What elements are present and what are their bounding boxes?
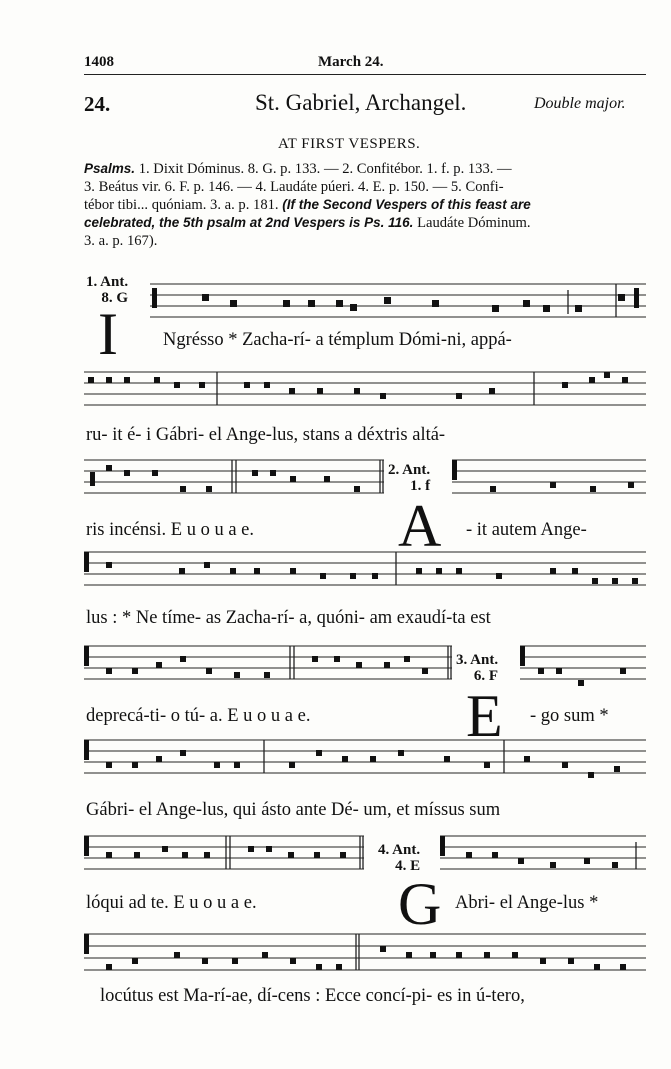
antiphon-2-lyric-2: lus : * Ne tíme- as Zacha-rí- a, quóni- am exaudí-ta est	[86, 608, 491, 628]
antiphon-1-label-number: 1. Ant.	[86, 274, 129, 290]
staff-lines	[84, 832, 364, 878]
antiphon-4-staff-2	[84, 924, 646, 970]
antiphon-3-staff-3	[84, 832, 364, 878]
antiphon-3-initial: E	[466, 683, 503, 749]
staff-lines	[150, 280, 646, 326]
antiphon-4-lyric-2: locútus est Ma-rí-ae, dí-cens : Ecce concí-pi- es in ú-tero,	[100, 986, 525, 1006]
staff-lines	[84, 368, 646, 414]
rubric-text-3b: (If the Second Vespers of this feast are	[282, 197, 531, 212]
rubric-line-3	[84, 196, 652, 214]
rubric-line-2	[84, 178, 652, 196]
staff-lines	[84, 548, 646, 594]
antiphon-1-lyric-3: ris incénsi. E u o u a e.	[86, 520, 254, 540]
antiphon-1-staff-3	[84, 456, 384, 502]
staff-lines	[520, 642, 646, 688]
antiphon-2-lyric-1: - it autem Ange-	[466, 520, 587, 540]
antiphon-1-initial: I	[98, 301, 118, 367]
staff-lines	[84, 924, 646, 984]
staff-lines	[452, 456, 646, 502]
antiphon-3-staff-2	[84, 736, 646, 782]
rubric-line-5	[84, 232, 652, 250]
feast-rank: Double major.	[534, 95, 626, 112]
rubric-text-4: celebrated, the 5th psalm at 2nd Vespers is Ps. 116.	[84, 215, 414, 230]
rubric-line-4	[84, 214, 652, 232]
rubric-lead: Psalms.	[84, 161, 136, 176]
rubric-text-3a: tébor tibi... quóniam. 3. a. p. 181.	[84, 197, 279, 213]
rubric-text-4b: Laudáte Dóminum.	[417, 215, 531, 231]
antiphon-2-staff-1	[452, 456, 646, 502]
staff-lines	[84, 642, 452, 688]
antiphon-2-label-mode: 1. f	[410, 478, 431, 494]
antiphon-3-label	[456, 652, 498, 684]
antiphon-3-lyric-2: Gábri- el Ange-lus, qui ásto ante Dé- um, et míssus sum	[86, 800, 501, 820]
antiphon-1-lyric-1: Ngrésso * Zacha-rí- a témplum Dómi-ni, appá-	[163, 330, 512, 350]
header-rule	[84, 74, 646, 75]
antiphon-4-staff-1	[440, 832, 646, 878]
antiphon-2-label	[388, 462, 430, 494]
antiphon-3-label-number: 3. Ant.	[456, 652, 499, 668]
rubric-text-2: 3. Beátus vir. 6. F. p. 146. — 4. Laudáte púeri. 4. E. p. 150. — 5. Confi-	[84, 179, 504, 195]
antiphon-4-label	[378, 842, 420, 874]
antiphon-2-initial: A	[398, 493, 442, 559]
rubric-text-5: 3. a. p. 167).	[84, 233, 158, 249]
antiphon-4-lyric-1: Abri- el Ange-lus *	[455, 893, 599, 913]
antiphon-1-staff-1	[150, 280, 646, 326]
antiphon-3-staff-1	[520, 642, 646, 688]
feast-day-number: 24.	[84, 92, 111, 116]
page-number: 1408	[84, 54, 114, 70]
staff-lines	[440, 832, 646, 878]
running-head: March 24.	[318, 54, 384, 70]
antiphon-1-staff-2	[84, 368, 646, 414]
antiphon-2-staff-2	[84, 548, 646, 594]
antiphon-2-lyric-3: deprecá-ti- o tú- a. E u o u a e.	[86, 706, 311, 726]
antiphon-4-initial: G	[398, 871, 442, 937]
antiphon-1-lyric-2: ru- it é- i Gábri- el Ange-lus, stans a déxtris altá-	[86, 425, 446, 445]
rubric-text-1: 1. Dixit Dóminus. 8. G. p. 133. — 2. Confitébor. 1. f. p. 133. —	[138, 161, 512, 177]
antiphon-3-lyric-1: - go sum *	[530, 706, 609, 726]
rubric-line-1	[84, 160, 652, 178]
antiphon-3-lyric-3: lóqui ad te. E u o u a e.	[86, 893, 257, 913]
antiphon-3-label-mode: 6. F	[473, 668, 499, 684]
staff-lines	[84, 456, 384, 502]
antiphon-2-label-number: 2. Ant.	[388, 462, 431, 478]
office-title: AT FIRST VESPERS.	[278, 136, 421, 152]
feast-title: St. Gabriel, Archangel.	[255, 90, 467, 115]
antiphon-4-label-number: 4. Ant.	[378, 842, 421, 858]
antiphon-1-label-mode: 8. G	[101, 290, 129, 306]
staff-lines	[84, 736, 646, 782]
antiphon-4-label-mode: 4. E	[395, 858, 421, 874]
antiphon-2-staff-3	[84, 642, 452, 688]
